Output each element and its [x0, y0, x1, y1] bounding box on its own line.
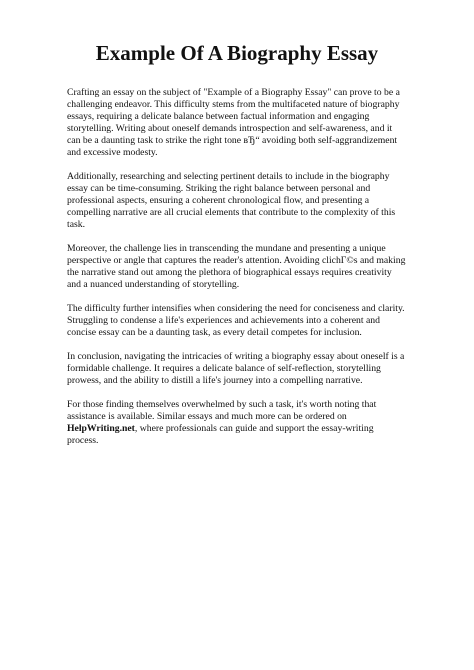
paragraph-research: Additionally, researching and selecting pertinent details to include in the biography essay can be time-consuming. Striking the right balance between personal and professional aspects, ensuring a coherent chronological flow, and presenting a compelling narrative are all crucial elements that contribute to the complexity of this task. — [67, 171, 396, 230]
assistance-text-before-link: For those finding themselves overwhelmed by such a task, it's worth noting that assistance is available. Similar essays and much more can be ordered on — [67, 399, 377, 422]
helpwriting-link[interactable]: HelpWriting.net — [67, 423, 135, 434]
assistance-text-after-link: , where professionals can guide and support the essay-writing process. — [67, 423, 374, 446]
paragraph-perspective: Moreover, the challenge lies in transcending the mundane and presenting a unique perspective or angle that captures the reader's attention. Avoiding clichГ©s and making the narrative stand out among the plethora of biographical essays requires creativity and a nuanced understanding of storytelling. — [67, 243, 406, 290]
document-title: Example Of A Biography Essay — [95, 41, 379, 65]
paragraph-intro: Crafting an essay on the subject of "Example of a Biography Essay" can prove to be a challenging endeavor. This difficulty stems from the multifaceted nature of biography essays, requiring a delicate balance between factual information and engaging storytelling. Writing about oneself demands introspection and self-awareness, and it can be a daunting task to strike the right tone вЂ“ avoiding both self-aggrandizement and excessive modesty. — [67, 87, 400, 158]
paragraph-conclusion: In conclusion, navigating the intricacies of writing a biography essay about oneself is a formidable challenge. It requires a delicate balance of self-reflection, storytelling prowess, and the ability to distill a life's journey into a compelling narrative. — [67, 351, 405, 386]
paragraph-assistance — [67, 399, 407, 447]
paragraph-conciseness: The difficulty further intensifies when considering the need for conciseness and clarity. Struggling to condense a life's experiences and achievements into a coherent and concise essay can be a daunting task, as every detail competes for inclusion. — [67, 303, 405, 338]
